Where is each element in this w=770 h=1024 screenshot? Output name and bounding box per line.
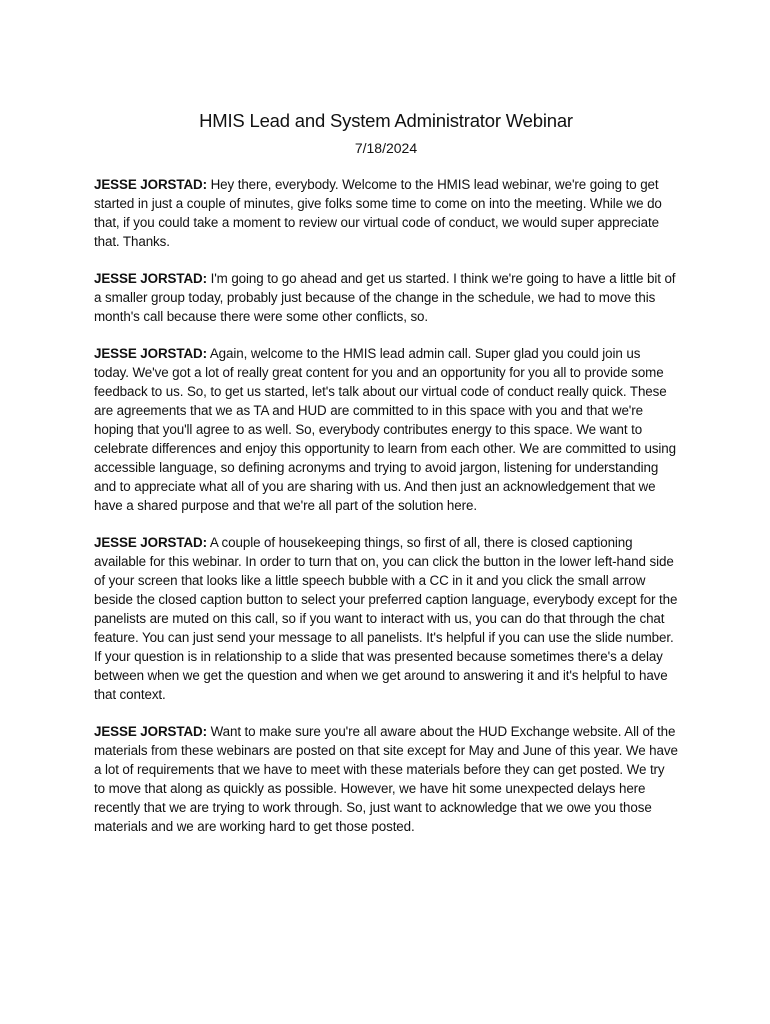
paragraph-text: Again, welcome to the HMIS lead admin call. Super glad you could join us today. We've got a lot of really great content for you and an opportunity for you all to provide some feedback to us. So, to get us started, let's talk about our virtual code of conduct really quick. These are agreements that we as TA and HUD are committed to in this space with you and that we're hoping that you'll agree to as well. So, everybody contributes energy to this space. We want to celebrate differences and enjoy this opportunity to learn from each other. We are committed to using accessible language, so defining acronyms and trying to avoid jargon, listening for understanding and to appreciate what all of you are sharing with us. And then just an acknowledgement that we have a shared purpose and that we're all part of the solution here. [94,346,676,513]
transcript-paragraph [94,344,678,515]
paragraph-text: A couple of housekeeping things, so first of all, there is closed captioning available for this webinar. In order to turn that on, you can click the button in the lower left-hand side of your screen that looks like a little speech bubble with a CC in it and you click the small arrow beside the closed caption button to select your preferred caption language, everybody except for the panelists are muted on this call, so if you want to interact with us, you can do that through the chat feature. You can just send your message to all panelists. It's helpful if you can use the slide number. If your question is in relationship to a slide that was presented because sometimes there's a delay between when we get the question and when we get around to answering it and it's helpful to have that context. [94,535,678,702]
paragraph-text: I'm going to go ahead and get us started. I think we're going to have a little bit of a smaller group today, probably just because of the change in the schedule, we had to move this month's call because there were some other conflicts, so. [94,271,676,324]
document-date: 7/18/2024 [354,140,418,156]
speaker-name: JESSE JORSTAD: [94,724,207,739]
transcript-paragraph [94,269,678,326]
transcript [94,175,678,836]
document-page [94,108,678,854]
paragraph-text: Want to make sure you're all aware about the HUD Exchange website. All of the materials from these webinars are posted on that site except for May and June of this year. We have a lot of requirements that we have to meet with these materials before they can get posted. We try to move that along as quickly as possible. However, we have hit some unexpected delays here recently that we are trying to work through. So, just want to acknowledge that we owe you those materials and we are working hard to get those posted. [94,724,678,834]
speaker-name: JESSE JORSTAD: [94,271,207,286]
transcript-paragraph [94,175,678,251]
transcript-paragraph [94,533,678,704]
speaker-name: JESSE JORSTAD: [94,535,207,550]
paragraph-text: Hey there, everybody. Welcome to the HMIS lead webinar, we're going to get started in just a couple of minutes, give folks some time to come on into the meeting. While we do that, if you could take a moment to review our virtual code of conduct, we would super appreciate that. Thanks. [94,177,662,249]
transcript-paragraph [94,722,678,836]
speaker-name: JESSE JORSTAD: [94,177,207,192]
speaker-name: JESSE JORSTAD: [94,346,207,361]
document-title: HMIS Lead and System Administrator Webinar [199,110,573,131]
